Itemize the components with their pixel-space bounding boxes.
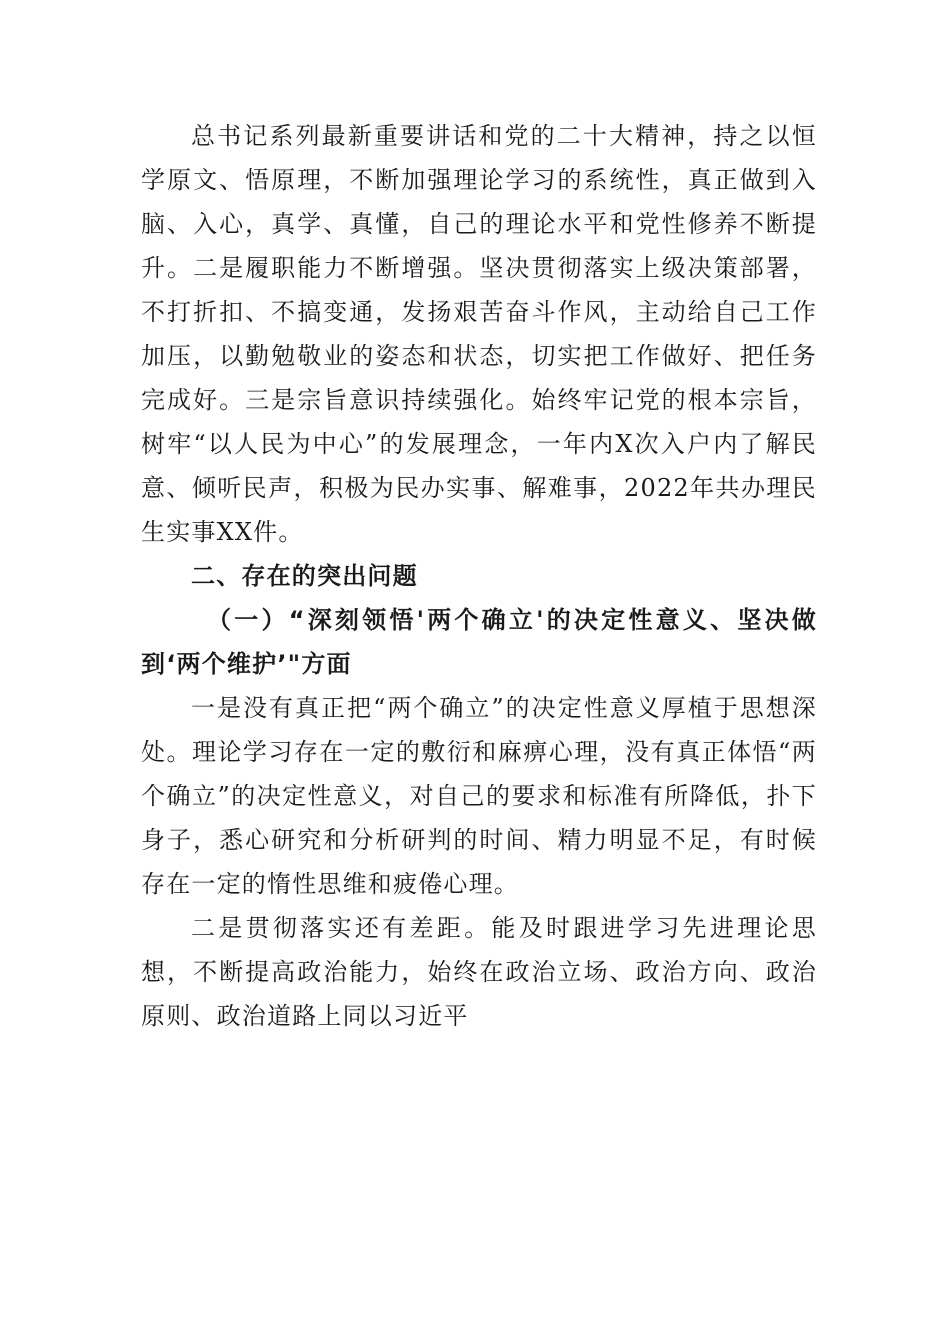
paragraph-problem-2: 二是贯彻落实还有差距。能及时跟进学习先进理论思想，不断提高政治能力，始终在政治立场、政治方向、政治原则、政治道路上同以习近平: [141, 914, 817, 1030]
section-heading-problems: 二、存在的突出问题: [191, 562, 418, 590]
paragraph-achievements: 总书记系列最新重要讲话和党的二十大精神，持之以恒学原文、悟原理，不断加强理论学习的系统性，真正做到入脑、入心，真学、真懂，自己的理论水平和党性修养不断提升。二是履职能力不断增强。坚决贯彻落实上级决策部署，不打折扣、不搞变通，发扬艰苦奋斗作风，主动给自己工作加压，以勤勉敬业的姿态和状态，切实把工作做好、把任务完成好。三是宗旨意识持续强化。始终牢记党的根本宗旨，树牢“以人民为中心”的发展理念，一年内X次入户内了解民意、倾听民声，积极为民办实事、解难事，2022年共办理民生实事XX件。: [141, 122, 817, 546]
document-body: [141, 114, 817, 1038]
paragraph-problem-1: 一是没有真正把“两个确立”的决定性意义厚植于思想深处。理论学习存在一定的敷衍和麻痹心理，没有真正体悟“两个确立”的决定性意义，对自己的要求和标准有所降低，扑下身子，悉心研究和分析研判的时间、精力明显不足，有时候存在一定的惰性思维和疲倦心理。: [141, 694, 817, 898]
subsection-heading-1: （一）“深刻领悟'两个确立'的决定性意义、坚决做到‘两个维护’"方面: [141, 606, 817, 678]
